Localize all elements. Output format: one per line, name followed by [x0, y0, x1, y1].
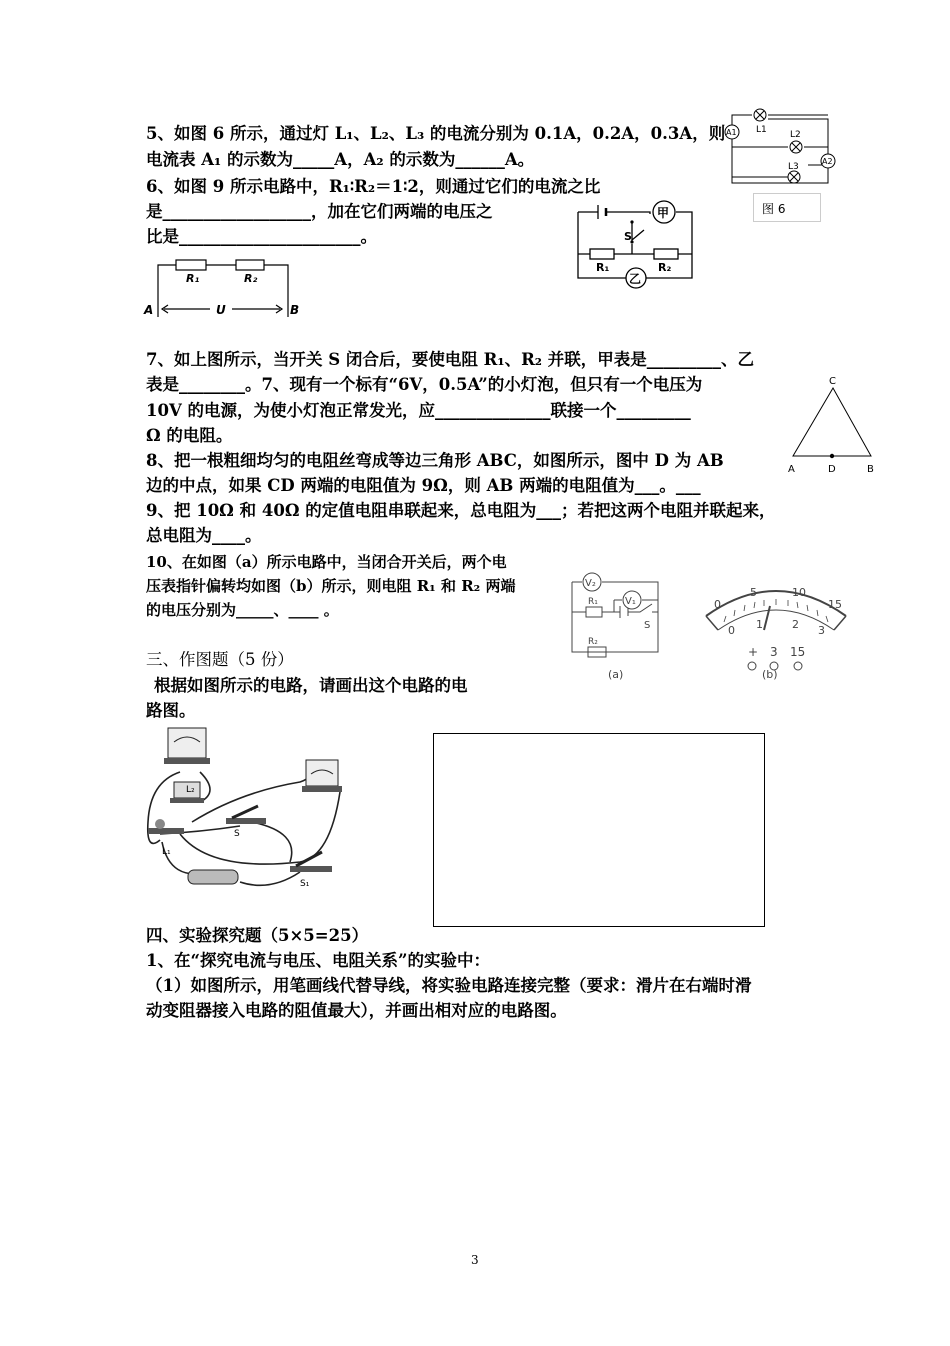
fig9-r1-label: R₁	[596, 261, 610, 274]
fig10-r2-label: R₂	[588, 637, 598, 647]
fig-real-s-label: S	[234, 829, 240, 839]
fig6-l2-label: L2	[790, 130, 801, 140]
fig10-s-label: S	[644, 620, 651, 631]
figure-ab-resistors	[140, 255, 310, 325]
fig-real-l1-label: L₁	[162, 847, 171, 857]
fig10-bottom-tick-1: 1	[756, 618, 763, 631]
fig10-bottom-tick-3: 3	[818, 624, 825, 637]
triangle-c-label: C	[829, 376, 836, 387]
figure-10-circuit-and-meter	[558, 560, 848, 690]
fig-ab-a-label: A	[144, 303, 154, 317]
section3-line1: 根据如图所示的电路，请画出这个电路的电	[154, 676, 468, 695]
fig-ab-u-label: U	[216, 303, 226, 317]
q8-line2: 边的中点，如果 CD 两端的电阻值为 9Ω，则 AB 两端的电阻值为___。___	[146, 476, 701, 495]
q8-line1: 8、把一根粗细均匀的电阻丝弯成等边三角形 ABC，如图所示，图中 D 为 AB	[146, 451, 724, 470]
fig6-l3-label: L3	[788, 162, 799, 172]
q7-line1: 7、如上图所示，当开关 S 闭合后，要使电阻 R₁、R₂ 并联，甲表是_________、乙	[146, 350, 755, 369]
triangle-a-label: A	[788, 464, 795, 475]
triangle-d-label: D	[828, 464, 836, 475]
fig10-top-tick-1: 5	[750, 586, 757, 599]
fig-real-s1-label: S₁	[300, 879, 310, 889]
fig9-jia-label: 甲	[657, 206, 670, 220]
q6-line2: 是__________________，加在它们两端的电压之	[146, 202, 493, 221]
fig6-a1-label: A1	[726, 128, 737, 137]
figure-6-caption: 图 6	[762, 202, 786, 216]
fig-ab-r2-label: R₂	[244, 272, 258, 285]
q5-line2: 电流表 A₁ 的示数为_____A，A₂ 的示数为______A。	[146, 150, 535, 169]
fig10-caption-b: (b)	[762, 668, 778, 681]
fig10-top-tick-2: 10	[792, 586, 806, 599]
q7-line2: 表是________。7、现有一个标有“6V，0.5A”的小灯泡，但只有一个电压为	[146, 375, 703, 394]
fig10-r1-label: R₁	[588, 597, 598, 607]
q5-line1: 5、如图 6 所示，通过灯 L₁、L₂、L₃ 的电流分别为 0.1A，0.2A，0.3A，则	[146, 124, 726, 143]
fig10-terminal-plus: +	[748, 645, 759, 659]
q9-line2: 总电阻为____。	[146, 526, 262, 545]
fig10-caption-a: (a)	[608, 668, 624, 681]
section4-p1-line2: 动变阻器接入电路的阻值最大），并画出相对应的电路图。	[146, 1001, 567, 1020]
section4-title: 四、实验探究题（5×5=25）	[146, 926, 369, 945]
fig6-a2-label: A2	[822, 157, 833, 166]
fig10-bottom-tick-0: 0	[728, 624, 735, 637]
section4-p1-line1: （1）如图所示，用笔画线代替导线，将实验电路连接完整（要求：滑片在右端时滑	[146, 976, 752, 995]
fig10-bottom-tick-2: 2	[792, 618, 799, 631]
figure-physical-circuit	[140, 722, 370, 894]
fig9-r2-label: R₂	[658, 261, 672, 274]
fig9-yi-label: 乙	[629, 272, 642, 286]
triangle-abc-figure	[785, 372, 880, 477]
fig-ab-r1-label: R₁	[186, 272, 200, 285]
q9-line1: 9、把 10Ω 和 40Ω 的定值电阻串联起来，总电阻为___；若把这两个电阻并联起来，	[146, 501, 776, 520]
answer-drawing-box[interactable]	[433, 733, 765, 927]
fig10-terminal-3: 3	[770, 645, 778, 659]
figure-6-caption-box	[753, 193, 821, 222]
fig10-v1-label: V₁	[625, 596, 636, 607]
q10-line1: 10、在如图（a）所示电路中，当闭合开关后，两个电	[146, 553, 507, 571]
q7-line3: 10V 的电源，为使小灯泡正常发光，应______________联接一个_________	[146, 401, 691, 420]
fig10-top-tick-3: 15	[828, 598, 842, 611]
page-number: 3	[471, 1253, 479, 1267]
fig-ab-b-label: B	[290, 303, 300, 317]
fig6-l1-label: L1	[756, 125, 767, 135]
q10-line3: 的电压分别为_____、____ 。	[146, 601, 339, 619]
section3-line2: 路图。	[146, 701, 196, 720]
q6-line1: 6、如图 9 所示电路中，R₁∶R₂＝1∶2，则通过它们的电流之比	[146, 177, 601, 196]
figure-9-circuit	[570, 200, 700, 295]
fig10-terminal-15: 15	[790, 645, 806, 659]
section4-q1: 1、在“探究电流与电压、电阻关系”的实验中：	[146, 951, 490, 970]
q10-line2: 压表指针偏转均如图（b）所示，则电阻 R₁ 和 R₂ 两端	[146, 577, 516, 595]
triangle-b-label: B	[867, 464, 874, 475]
fig-real-l2-label: L₂	[186, 785, 195, 795]
q6-line3: 比是______________________。	[146, 227, 377, 246]
section3-title: 三、作图题（5 份）	[146, 650, 294, 669]
fig9-s-label: S	[624, 230, 632, 243]
fig10-top-tick-0: 0	[714, 598, 721, 611]
q7-line4: Ω 的电阻。	[146, 426, 233, 445]
fig10-v2-label: V₂	[585, 578, 596, 589]
